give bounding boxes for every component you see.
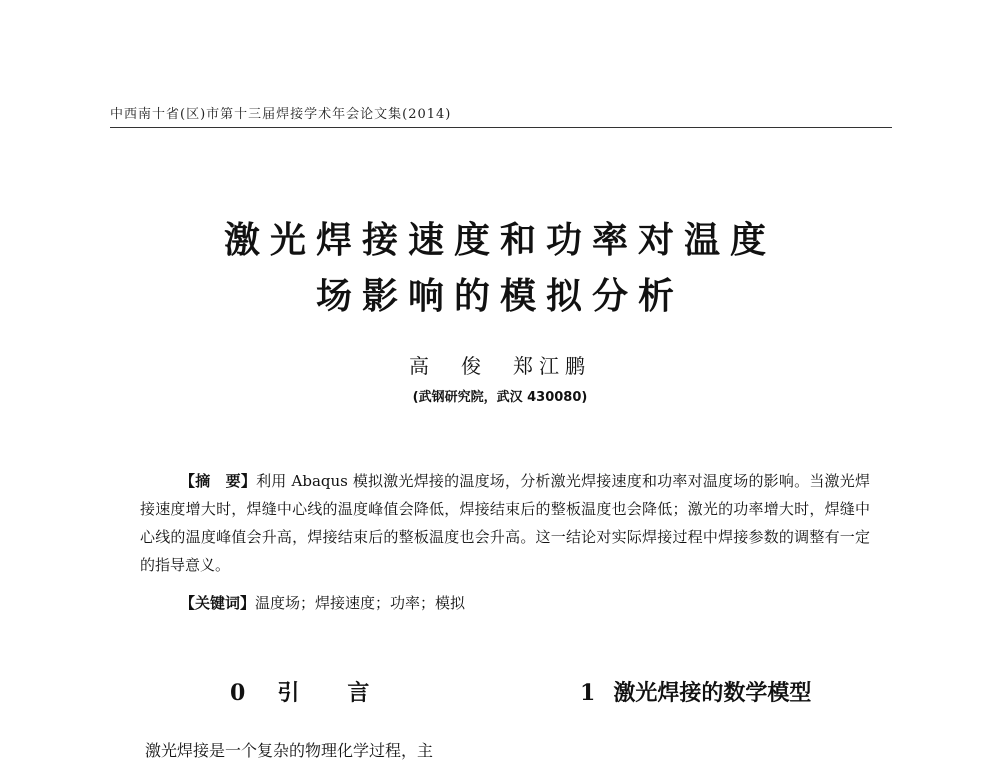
abstract-label: 【摘 要】 xyxy=(180,472,257,490)
keywords xyxy=(180,592,465,613)
keywords-text: 温度场；焊接速度；功率；模拟 xyxy=(255,594,466,612)
keywords-label: 【关键词】 xyxy=(180,594,256,612)
body-text-line: 激光焊接是一个复杂的物理化学过程，主 xyxy=(145,741,434,760)
affiliation: (武钢研究院，武汉 430080) xyxy=(412,390,588,405)
authors: 高 俊 郑江鹏 xyxy=(409,354,591,378)
section-number: 0 xyxy=(230,680,252,706)
section-title: 激光焊接的数学模型 xyxy=(613,680,812,706)
running-header: 中西南十省(区)市第十三届焊接学术年会论文集(2014) xyxy=(110,107,452,122)
abstract-text: 利用 Abaqus 模拟激光焊接的温度场，分析激光焊接速度和功率对温度场的影响。当激光焊接速度增大时，焊缝中心线的温度峰值会降低，焊接结束后的整板温度也会降低；激光的功率增大时，焊缝中心线的温度峰值会升高，焊接结束后的整板温度也会升高。这一结论对实际焊接过程中焊接参数的调整有一定的指导意义。 xyxy=(140,472,870,574)
paper-title-line2: 场影响的模拟分析 xyxy=(315,275,684,317)
header-rule xyxy=(110,127,892,128)
paper-title-line1: 激光焊接速度和功率对温度 xyxy=(223,219,776,261)
section-number: 1 xyxy=(580,680,596,706)
section-title: 引言 xyxy=(277,680,418,706)
section-heading-1 xyxy=(580,676,811,707)
section-heading-0 xyxy=(230,676,417,707)
abstract xyxy=(140,467,870,579)
